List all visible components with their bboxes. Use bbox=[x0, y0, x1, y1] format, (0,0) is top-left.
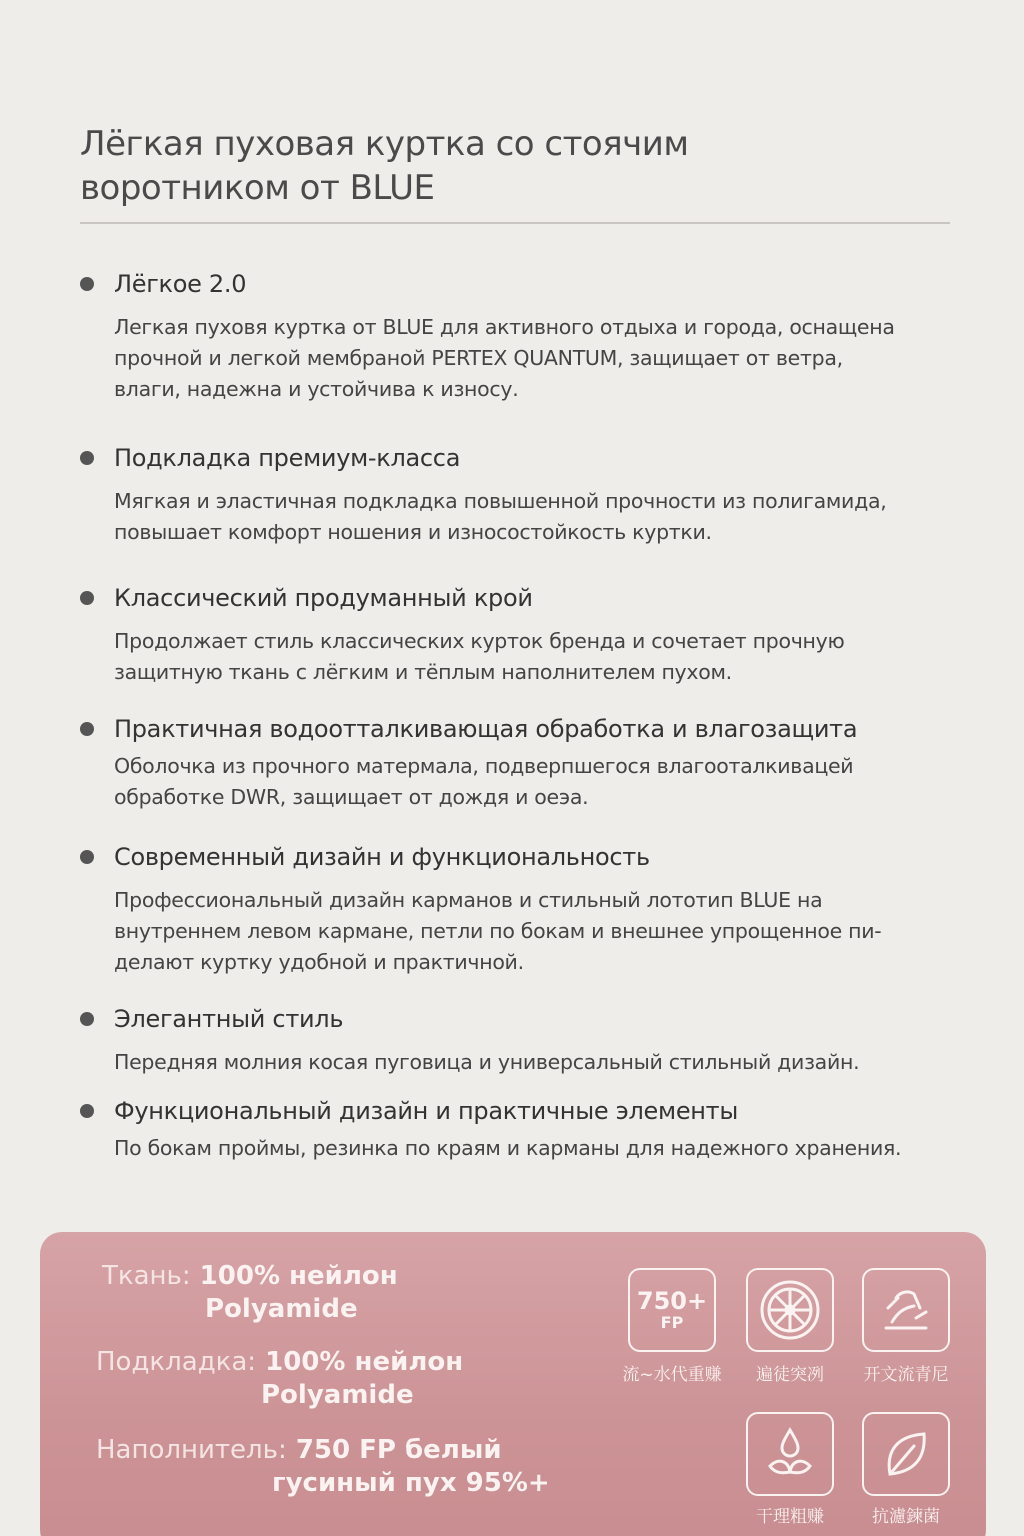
bullet-icon bbox=[80, 850, 94, 864]
windproof-icon bbox=[746, 1268, 834, 1352]
spec-label: Подкладка: bbox=[96, 1347, 257, 1377]
bullet-icon bbox=[80, 277, 94, 291]
fill-power-unit: FP bbox=[660, 1313, 684, 1332]
feature-description bbox=[114, 626, 960, 688]
feature-heading: Функциональный дизайн и практичные элементы bbox=[114, 1097, 739, 1125]
feature-description bbox=[114, 486, 960, 548]
feature-heading: Классический продуманный крой bbox=[114, 584, 533, 612]
page-title bbox=[80, 122, 950, 210]
fill-power-number: 750+ bbox=[636, 1287, 708, 1315]
feature-line: Передняя молния косая пуговица и универсальный стильный дизайн. bbox=[114, 1050, 860, 1074]
windproof-caption: 遍徒突冽 bbox=[756, 1365, 824, 1385]
stretch-caption: 开文流青尼 bbox=[863, 1365, 949, 1385]
spec-value: 100% нейлон bbox=[265, 1347, 464, 1377]
spec-value: 750 FP белый bbox=[295, 1435, 502, 1465]
feature-line: Продолжает стиль классических курток бренда и сочетает прочную bbox=[114, 629, 845, 653]
feature-heading: Элегантный стиль bbox=[114, 1005, 344, 1033]
feature-line: повышает комфорт ношения и износостойкость куртки. bbox=[114, 520, 712, 544]
title-line-2: воротником от BLUE bbox=[80, 168, 435, 208]
feature-description bbox=[114, 751, 960, 813]
feature-line: внутреннем левом кармане, петли по бокам и внешнее упрощенное пи- bbox=[114, 919, 882, 943]
feature-line: защитную ткань с лёгким и тёплым наполнителем пухом. bbox=[114, 660, 732, 684]
spec-value-2: Polyamide bbox=[261, 1380, 414, 1410]
feature-heading: Современный дизайн и функциональность bbox=[114, 843, 650, 871]
feature-elegant bbox=[80, 1005, 960, 1078]
spec-filling bbox=[96, 1434, 550, 1500]
spec-label: Наполнитель: bbox=[96, 1435, 287, 1465]
antibacterial-caption: 抗濾鍊菌 bbox=[872, 1507, 940, 1527]
feature-description bbox=[114, 885, 960, 978]
fill-power-badge bbox=[628, 1268, 716, 1352]
bullet-icon bbox=[80, 451, 94, 465]
fill-power-caption: 流~水代重赚 bbox=[622, 1365, 722, 1385]
bullet-icon bbox=[80, 591, 94, 605]
spec-value: 100% нейлон bbox=[199, 1261, 398, 1291]
bullet-icon bbox=[80, 1104, 94, 1118]
feature-line: Оболочка из прочного матермала, подверпшегося влагооталкивацей bbox=[114, 754, 854, 778]
feature-heading: Лёгкое 2.0 bbox=[114, 270, 247, 298]
spec-value-2: Polyamide bbox=[205, 1294, 358, 1324]
feature-heading: Подкладка премиум-класса bbox=[114, 444, 461, 472]
feature-description bbox=[114, 1133, 960, 1164]
bullet-icon bbox=[80, 1012, 94, 1026]
feature-line: прочной и легкой мембраной PERTEX QUANTUM, защищает от ветра, bbox=[114, 346, 843, 370]
feature-light bbox=[80, 270, 960, 405]
feature-line: делают куртку удобной и практичной. bbox=[114, 950, 524, 974]
feature-design bbox=[80, 843, 960, 978]
quick-dry-caption: 干理粗赚 bbox=[756, 1507, 824, 1527]
feature-line: Профессиональный дизайн карманов и стильный лототип BLUE на bbox=[114, 888, 823, 912]
feature-heading: Практичная водоотталкивающая обработка и влагозащита bbox=[114, 715, 858, 743]
title-line-1: Лёгкая пуховая куртка со стоячим bbox=[80, 124, 689, 164]
feature-cut bbox=[80, 584, 960, 688]
feature-lining bbox=[80, 444, 960, 548]
title-divider bbox=[80, 222, 950, 224]
feature-line: Легкая пуховя куртка от BLUE для активного отдыха и города, оснащена bbox=[114, 315, 895, 339]
feature-description bbox=[114, 1047, 960, 1078]
quick-dry-icon bbox=[746, 1412, 834, 1496]
spec-fabric bbox=[102, 1260, 398, 1326]
stretch-icon bbox=[862, 1268, 950, 1352]
bullet-icon bbox=[80, 722, 94, 736]
feature-functional bbox=[80, 1097, 960, 1164]
feature-description bbox=[114, 312, 960, 405]
spec-label: Ткань: bbox=[102, 1261, 191, 1291]
spec-value-2: гусиный пух 95%+ bbox=[272, 1468, 550, 1498]
feature-line: По бокам проймы, резинка по краям и карманы для надежного хранения. bbox=[114, 1136, 902, 1160]
feature-line: влаги, надежна и устойчива к износу. bbox=[114, 377, 519, 401]
spec-lining bbox=[96, 1346, 463, 1412]
specs-panel bbox=[40, 1232, 986, 1536]
leaf-icon bbox=[862, 1412, 950, 1496]
feature-water bbox=[80, 715, 960, 813]
feature-line: Мягкая и эластичная подкладка повышенной прочности из полигамида, bbox=[114, 489, 887, 513]
feature-line: обработке DWR, защищает от дождя и оеэа. bbox=[114, 785, 589, 809]
